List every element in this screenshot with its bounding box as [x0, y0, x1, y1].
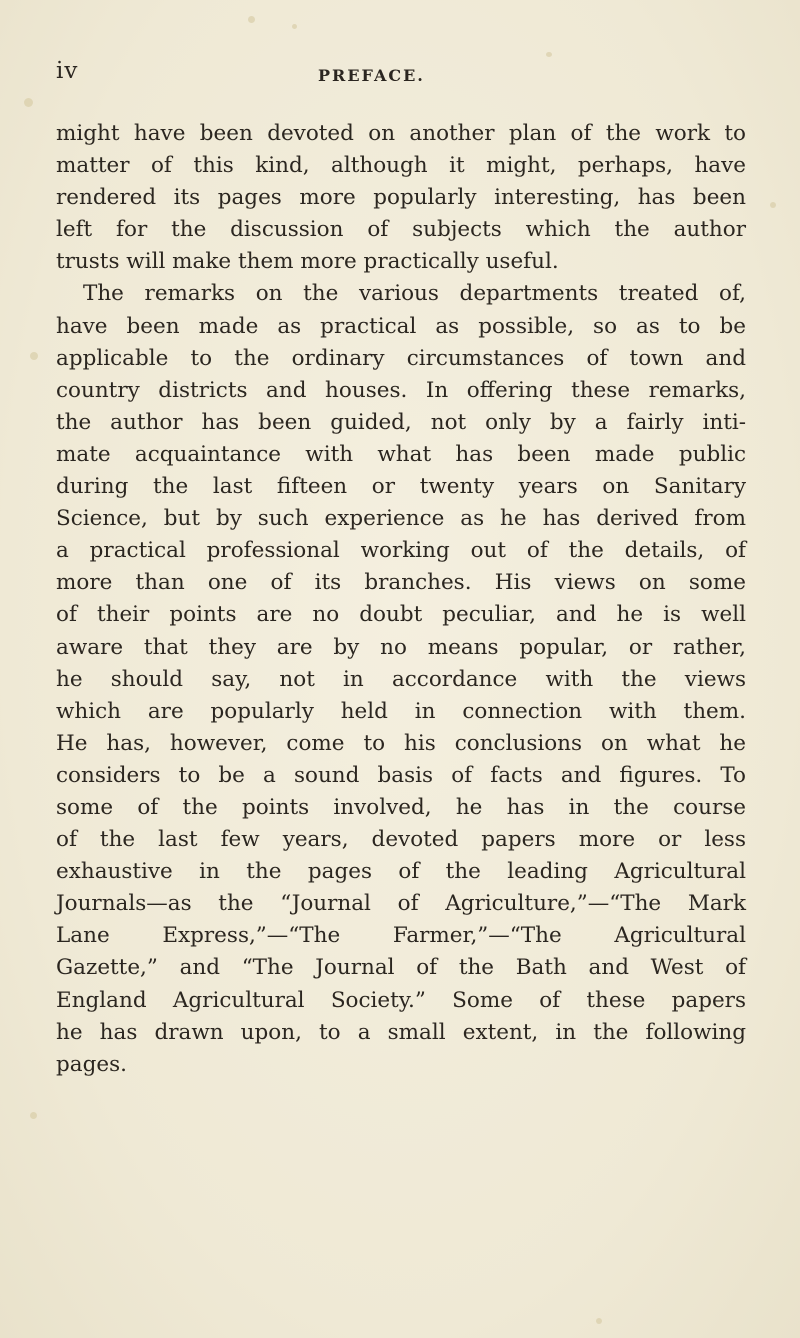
- paper-speck: [248, 16, 255, 23]
- body-text: [56, 118, 746, 1081]
- text-line: more than one of its branches. His views on some: [56, 570, 746, 596]
- paper-speck: [24, 98, 33, 107]
- text-line: he has drawn upon, to a small extent, in the following: [56, 1019, 746, 1045]
- running-head: PREFACE.: [318, 66, 425, 85]
- text-line: trusts will make them more practically useful.: [56, 249, 559, 275]
- text-line: Science, but by such experience as he has derived from: [56, 506, 746, 532]
- paper-speck: [546, 52, 552, 57]
- text-line: The remarks on the various departments treated of,: [83, 281, 746, 307]
- text-line: considers to be a sound basis of facts and figures. To: [56, 762, 746, 788]
- text-line: during the last fifteen or twenty years on Sanitary: [56, 474, 746, 500]
- text-line: He has, however, come to his conclusions on what he: [56, 730, 746, 756]
- text-line: England Agricultural Society.” Some of these papers: [56, 987, 746, 1013]
- text-line: of the last few years, devoted papers more or less: [56, 827, 746, 853]
- text-line: aware that they are by no means popular, or rather,: [56, 634, 746, 660]
- text-line: mate acquaintance with what has been made public: [56, 441, 746, 467]
- text-line: some of the points involved, he has in the course: [56, 794, 746, 820]
- text-line: Gazette,” and “The Journal of the Bath and West of: [56, 955, 746, 981]
- text-line: might have been devoted on another plan of the work to: [56, 121, 746, 146]
- page-number: iv: [56, 58, 79, 84]
- text-line: matter of this kind, although it might, perhaps, have: [56, 153, 746, 179]
- text-line: have been made as practical as possible, so as to be: [56, 313, 746, 339]
- paper-speck: [596, 1318, 602, 1324]
- paper-speck: [292, 24, 297, 29]
- text-line: left for the discussion of subjects which the author: [56, 217, 746, 243]
- text-line: applicable to the ordinary circumstances of town and: [56, 345, 746, 371]
- text-line: exhaustive in the pages of the leading Agricultural: [56, 859, 746, 885]
- text-line: Journals—as the “Journal of Agriculture,”—“The Mark: [56, 891, 746, 917]
- paper-speck: [30, 1112, 37, 1119]
- text-line: Lane Express,”—“The Farmer,”—“The Agricultural: [56, 923, 746, 949]
- text-line: rendered its pages more popularly interesting, has been: [56, 185, 746, 211]
- paper-speck: [30, 352, 38, 360]
- text-line: a practical professional working out of the details, of: [56, 538, 746, 564]
- text-line: pages.: [56, 1051, 127, 1077]
- paper-speck: [770, 202, 776, 208]
- text-line: he should say, not in accordance with the views: [56, 666, 746, 692]
- text-line: of their points are no doubt peculiar, and he is well: [56, 602, 746, 628]
- text-line: the author has been guided, not only by a fairly inti-: [56, 409, 746, 435]
- text-line: country districts and houses. In offering these remarks,: [56, 377, 746, 403]
- text-line: which are popularly held in connection with them.: [56, 698, 746, 724]
